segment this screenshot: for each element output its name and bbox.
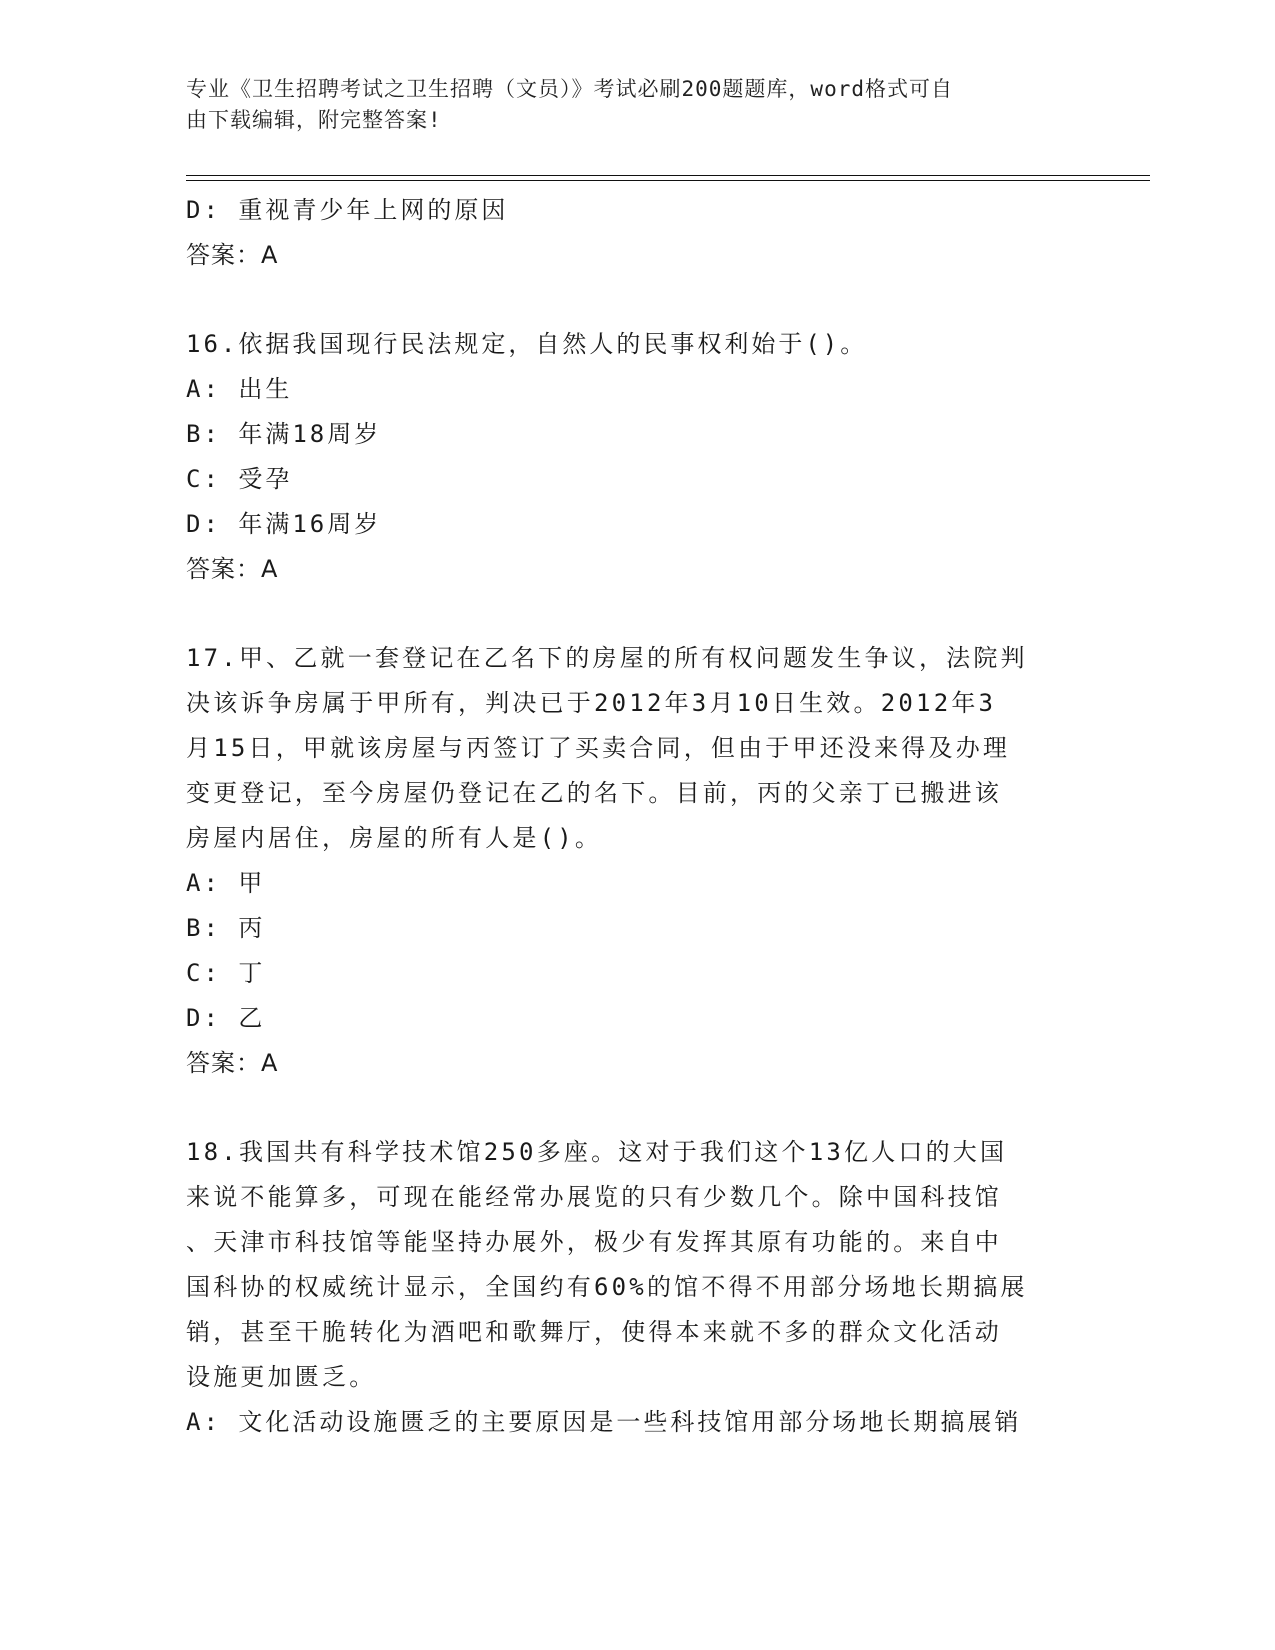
option-c: C: 丁 <box>186 959 266 987</box>
header-divider-bottom <box>186 180 1150 181</box>
stem-line: 销，甚至干脆转化为酒吧和歌舞厅，使得本来就不多的群众文化活动 <box>186 1318 1002 1346</box>
header-line-1: 专业《卫生招聘考试之卫生招聘（文员）》考试必刷200题题库，word格式可自 <box>186 77 953 101</box>
stem-line: 月15日，甲就该房屋与丙签订了买卖合同，但由于甲还没来得及办理 <box>186 734 1011 762</box>
option-a: A: 甲 <box>186 869 266 897</box>
stem-line: 17.甲、乙就一套登记在乙名下的房屋的所有权问题发生争议，法院判 <box>186 644 1028 672</box>
option-a: A: 文化活动设施匮乏的主要原因是一些科技馆用部分场地长期搞展销 <box>186 1408 1022 1436</box>
question-17 <box>186 636 1086 1086</box>
header-line-2: 由下载编辑，附完整答案! <box>186 108 442 132</box>
option-b: B: 年满18周岁 <box>186 420 382 448</box>
question-15 <box>186 188 1086 278</box>
header-divider-top <box>186 175 1150 176</box>
stem-line: 设施更加匮乏。 <box>186 1363 377 1391</box>
option-d: D: 乙 <box>186 1004 266 1032</box>
answer-line: 答案：A <box>186 555 279 583</box>
question-18 <box>186 1130 1086 1445</box>
answer-line: 答案：A <box>186 241 279 269</box>
question-16 <box>186 322 1086 592</box>
stem-line: 决该诉争房属于甲所有，判决已于2012年3月10日生效。2012年3 <box>186 689 997 717</box>
stem-line: 来说不能算多，可现在能经常办展览的只有少数几个。除中国科技馆 <box>186 1183 1002 1211</box>
stem-line: 国科协的权威统计显示，全国约有60%的馆不得不用部分场地长期搞展 <box>186 1273 1028 1301</box>
answer-line: 答案：A <box>186 1049 279 1077</box>
stem-line: 18.我国共有科学技术馆250多座。这对于我们这个13亿人口的大国 <box>186 1138 1008 1166</box>
option-b: B: 丙 <box>186 914 266 942</box>
question-stem <box>186 1130 1086 1400</box>
page-header <box>186 74 1066 136</box>
question-list <box>186 188 1086 1445</box>
stem-line: 变更登记，至今房屋仍登记在乙的名下。目前，丙的父亲丁已搬进该 <box>186 779 1002 807</box>
stem-line: 、天津市科技馆等能坚持办展外，极少有发挥其原有功能的。来自中 <box>186 1228 1002 1256</box>
option-c: C: 受孕 <box>186 465 293 493</box>
option-a: A: 出生 <box>186 375 293 403</box>
stem-line: 房屋内居住，房屋的所有人是()。 <box>186 824 603 852</box>
option-d: D: 重视青少年上网的原因 <box>186 196 509 224</box>
question-stem: 16.依据我国现行民法规定，自然人的民事权利始于()。 <box>186 330 868 358</box>
option-d: D: 年满16周岁 <box>186 510 382 538</box>
question-stem <box>186 636 1086 861</box>
